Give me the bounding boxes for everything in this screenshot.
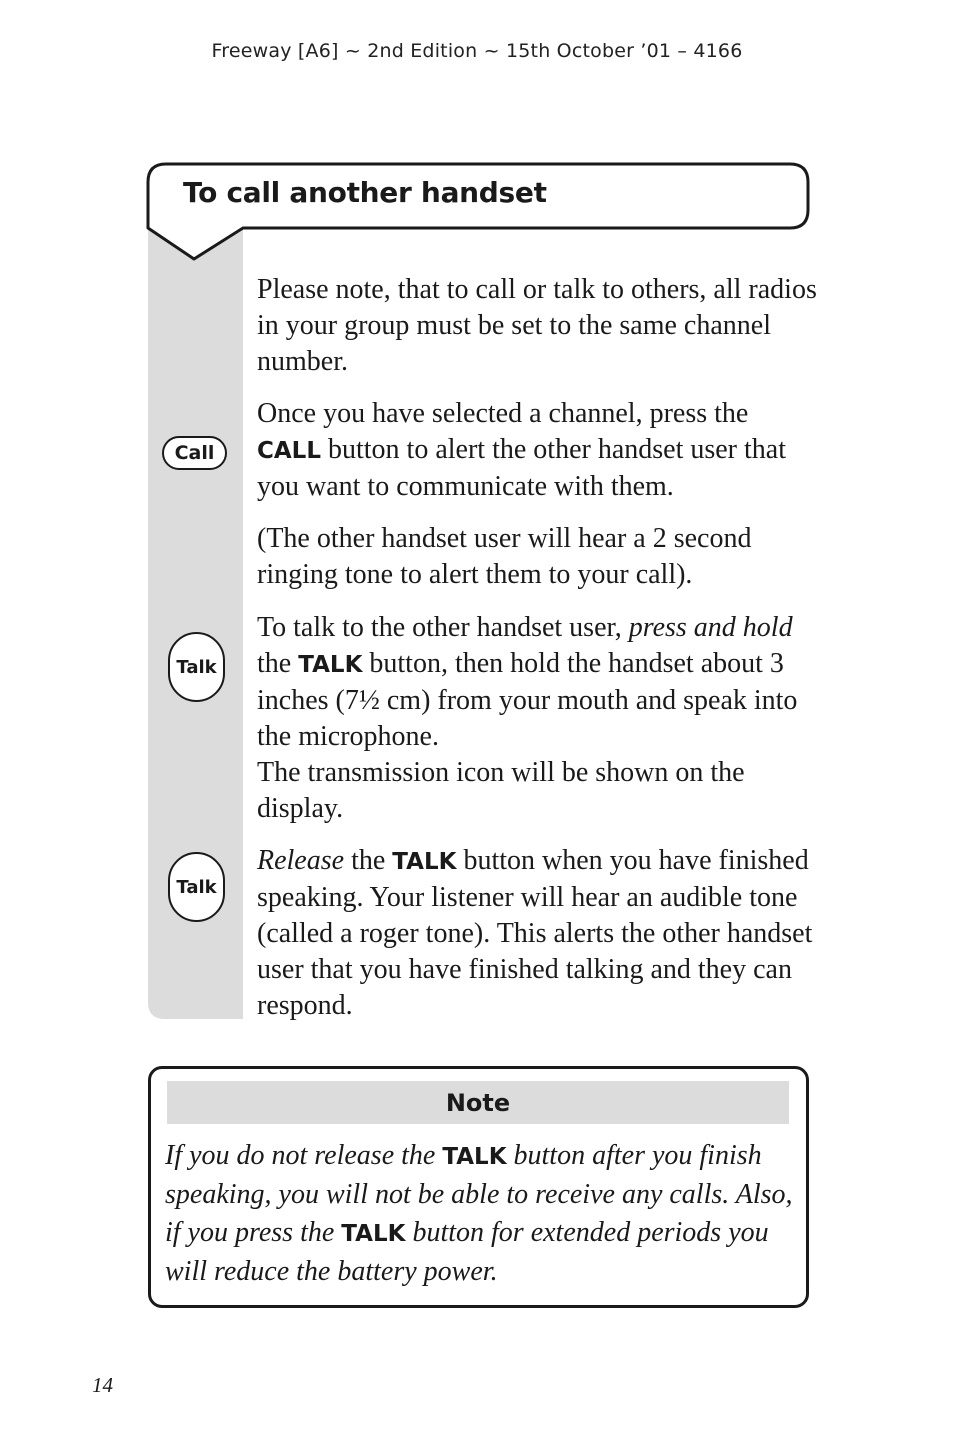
paragraph-talk: To talk to the other handset user, press and hold the TALK button, then hold the handset about 3 inches (7½ cm) from your mouth and speak into the microphone. The transmission icon will be shown on the display. — [257, 612, 798, 824]
note-heading: Note — [167, 1081, 789, 1124]
call-button-icon: Call — [162, 436, 227, 470]
paragraph-ringing-tone: (The other handset user will hear a 2 second ringing tone to alert them to your call). — [257, 523, 752, 590]
talk-button-label: TALK — [341, 1221, 406, 1247]
talk-release-icon: Talk — [168, 852, 225, 922]
paragraph-release: Release the TALK button when you have finished speaking. Your listener will hear an audible tone (called a roger tone). This alerts the other handset user that you have finished talking and they can respond. — [257, 845, 813, 1021]
talk-button-label: TALK — [298, 652, 363, 678]
call-button-label: CALL — [257, 438, 321, 464]
note-text: If you do not release the TALK button after you finish speaking, you will not be able to receive any calls. Also, if you press the TALK button for extended periods you will reduce the battery power. — [165, 1140, 793, 1287]
paragraph-channel-note: Please note, that to call or talk to others, all radios in your group must be set to the same channel number. — [257, 274, 817, 377]
section-title: To call another handset — [183, 176, 547, 209]
page-number: 14 — [92, 1373, 113, 1397]
running-head: Freeway [A6] ~ 2nd Edition ~ 15th October ’01 – 4166 — [211, 40, 743, 62]
talk-button-label: TALK — [442, 1144, 507, 1170]
paragraph-call: Once you have selected a channel, press the CALL button to alert the other handset user that you want to communicate with them. — [257, 398, 786, 502]
talk-button-icon: Talk — [168, 632, 225, 702]
talk-button-label: TALK — [392, 849, 457, 875]
